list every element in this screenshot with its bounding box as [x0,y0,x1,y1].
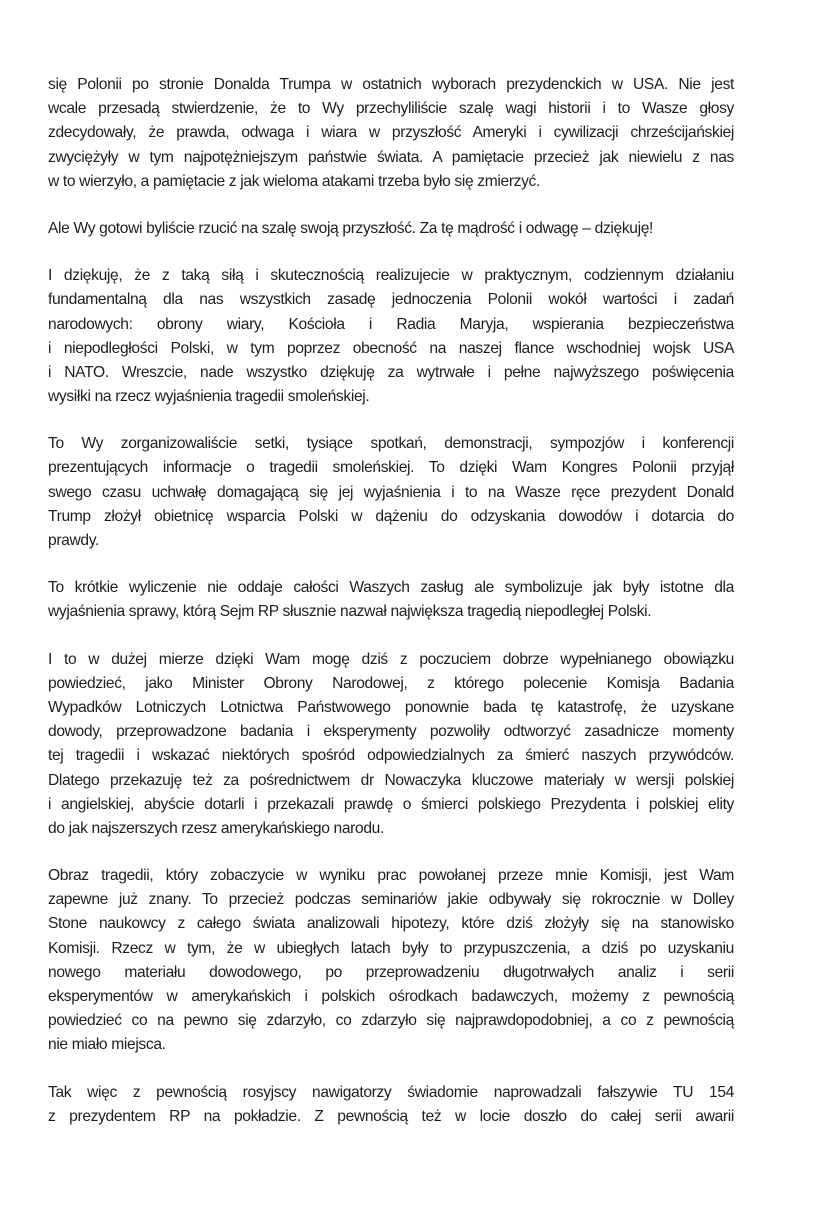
paragraph-2 [48,217,734,241]
paragraph-4 [48,432,734,553]
text-line: Dlatego przekazuję też za pośrednictwem dr Nowaczyka kluczowe materiały w wersji polskiej [48,771,734,789]
text-line: wyjaśnienia sprawy, którą Sejm RP słusznie nazwał największa tragedią niepodległej Polski. [48,603,652,621]
text-line: z prezydentem RP na pokładzie. Z pewnością też w locie doszło do całej serii awarii [48,1107,734,1125]
document-page [48,73,734,1152]
text-line: zapewne już znany. To przecież podczas seminariów jakie odbywały się rokrocznie w Dolley [48,891,734,909]
text-line: I dziękuję, że z taką siłą i skutecznością realizujecie w praktycznym, codziennym działaniu [48,267,734,285]
text-line: To krótkie wyliczenie nie oddaje całości Waszych zasług ale symbolizuje jak były istotne dla [48,579,734,597]
text-line: wcale przesadą stwierdzenie, że to Wy przechyliliście szalę wagi historii i to Wasze głosy [48,100,734,118]
text-line: powiedzieć, jako Minister Obrony Narodowej, z którego polecenie Komisja Badania [48,674,734,692]
text-line: zdecydowały, że prawda, odwaga i wiara w przyszłość Ameryki i cywilizacji chrześcijańskiej [48,124,734,142]
paragraph-3 [48,264,734,409]
text-line: wysiłki na rzecz wyjaśnienia tragedii smoleńskiej. [48,388,370,406]
text-line: tej tragedii i wskazać niektórych spośród odpowiedzialnych za śmierć naszych przywódców. [48,747,734,765]
text-line: eksperymentów w amerykańskich i polskich ośrodkach badawczych, możemy z pewnością [48,988,734,1005]
text-line: Wypadków Lotniczych Lotnictwa Państwowego ponownie bada tę katastrofę, że uzyskane [48,698,734,716]
paragraph-6 [48,648,734,842]
text-line: To Wy zorganizowaliście setki, tysiące spotkań, demonstracji, sympozjów i konferencji [48,435,734,453]
paragraph-7 [48,864,734,1058]
text-line: narodowych: obrony wiary, Kościoła i Radia Maryja, wspierania bezpieczeństwa [48,315,734,333]
text-line: nowego materiału dowodowego, po przeprowadzeniu długotrwałych analiz i serii [48,963,734,981]
text-line: Obraz tragedii, który zobaczycie w wyniku prac powołanej przeze mnie Komisji, jest Wam [48,867,734,885]
text-line: i niepodległości Polski, w tym poprzez obecność na naszej flance wschodniej wojsk USA [48,339,734,357]
text-line: powiedzieć co na pewno się zdarzyło, co zdarzyło się najprawdopodobniej, a co z pewnością [48,1012,734,1030]
text-line: Tak więc z pewnością rosyjscy nawigatorzy świadomie naprowadzali fałszywie TU 154 [48,1083,734,1101]
text-line: Komisji. Rzecz w tym, że w ubiegłych latach były to przypuszczenia, a dziś po uzyskaniu [48,939,734,957]
text-line: I to w dużej mierze dzięki Wam mogę dziś z poczuciem dobrze wypełnianego obowiązku [48,650,734,668]
text-line: się Polonii po stronie Donalda Trumpa w ostatnich wyborach prezydenckich w USA. Nie jest [48,76,734,93]
text-line: dowody, przeprowadzone badania i eksperymenty pozwoliły odtworzyć zasadnicze momenty [48,723,734,741]
paragraph-8 [48,1081,734,1129]
text-line: nie miało miejsca. [48,1036,166,1054]
text-line: Ale Wy gotowi byliście rzucić na szalę swoją przyszłość. Za tę mądrość i odwagę – dziękuję! [48,219,654,237]
text-line: i angielskiej, abyście dotarli i przekazali prawdę o śmierci polskiego Prezydenta i polskiej elity [48,795,734,813]
text-line: Stone naukowcy z całego świata analizowali hipotezy, które dziś złożyły się na stanowisko [48,915,734,933]
paragraph-5 [48,576,734,624]
text-line: Trump złożył obietnicę wsparcia Polski w dążeniu do odzyskania dowodów i dotarcia do [48,507,734,525]
text-line: prawdy. [48,532,99,549]
text-line: do jak najszerszych rzesz amerykańskiego narodu. [48,819,384,837]
text-line: prezentujących informacje o tragedii smoleńskiej. To dzięki Wam Kongres Polonii przyjął [48,459,734,477]
paragraph-1 [48,73,734,194]
text-line: swego czasu uchwałę domagającą się jej wyjaśnienia i to na Wasze ręce prezydent Donald [48,483,734,501]
text-line: zwyciężyły w tym najpotężniejszym państwie świata. A pamiętacie przecież jak niewielu z nas [48,148,734,166]
text-line: w to wierzyło, a pamiętacie z jak wieloma atakami trzeba było się zmierzyć. [48,172,540,190]
text-line: i NATO. Wreszcie, nade wszystko dziękuję za wytrwałe i pełne najwyższego poświęcenia [48,363,734,381]
text-line: fundamentalną dla nas wszystkich zasadę jednoczenia Polonii wokół wartości i zadań [48,291,734,309]
